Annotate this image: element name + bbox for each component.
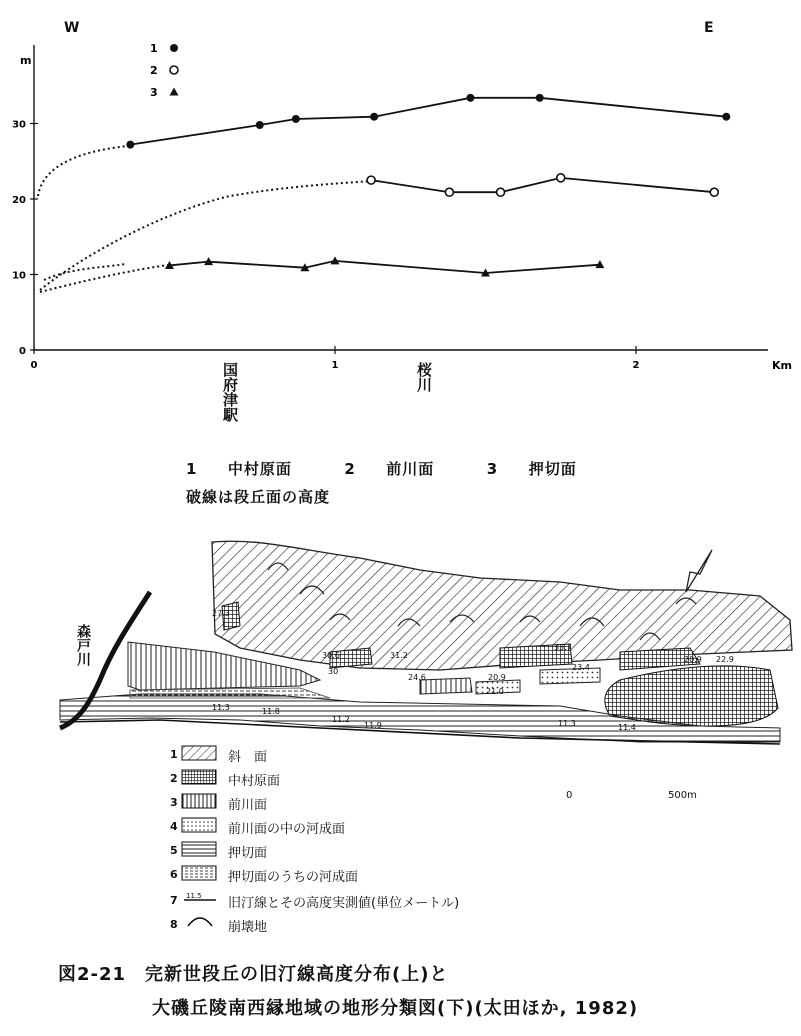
- chart-legend-line2: 破線は段丘面の高度: [186, 488, 331, 506]
- map-legend-num-5: 5: [170, 844, 178, 857]
- dotted-terrace-trace: [40, 181, 372, 290]
- map-legend-label-2: 中村原面: [228, 774, 281, 789]
- spot-height-13: 11.8: [262, 707, 280, 716]
- annotation-sakura-river: 桜川: [415, 362, 433, 392]
- map-legend-label-1: 斜 面: [228, 750, 268, 765]
- point-series-2: [497, 188, 505, 196]
- map-legend-num-6: 6: [170, 868, 178, 881]
- x-tick-label: 0: [30, 360, 38, 371]
- y-tick-label: 20: [12, 195, 26, 206]
- series-line-3: [169, 261, 599, 273]
- north-arrow: [686, 550, 712, 592]
- series-line-2: [371, 178, 714, 192]
- legend-marker-filled-circle: [170, 44, 178, 52]
- point-series-2: [710, 188, 718, 196]
- point-series-2: [367, 176, 375, 184]
- map-legend-num-4: 4: [170, 820, 178, 833]
- y-tick-label: 10: [12, 270, 26, 282]
- map-legend-num-7: 7: [170, 894, 178, 907]
- map-legend-label-3: 前川面: [228, 798, 268, 813]
- spot-height-12: 11.3: [212, 703, 230, 712]
- swatch-maekawa: [182, 794, 216, 808]
- spot-height-17: 11.4: [618, 723, 636, 732]
- spot-height-15: 11.9: [364, 721, 382, 730]
- elevation-chart: [0, 0, 801, 440]
- spot-height-6: 33.7: [554, 643, 572, 652]
- point-series-1: [292, 115, 300, 123]
- swatch-collapse-icon: [188, 918, 212, 926]
- point-series-1: [466, 94, 474, 102]
- direction-west: W: [64, 20, 80, 36]
- map-legend-num-1: 1: [170, 748, 178, 761]
- swatch-oshikiri: [182, 842, 216, 856]
- river-label: 森戸川: [75, 624, 91, 666]
- oshikiri-fluvial-surface: [130, 688, 330, 698]
- spot-height-10: 20.9: [684, 655, 702, 664]
- spot-height-4: 31.2: [390, 651, 408, 660]
- series-line-1: [130, 98, 726, 145]
- spot-height-7: 23.4: [572, 663, 590, 672]
- point-series-2: [445, 188, 453, 196]
- legend-shoreline-value: 11.5: [186, 892, 202, 900]
- y-tick-label: 30: [12, 119, 26, 131]
- chart-legend-key-3: 3: [150, 86, 158, 99]
- spot-height-3: 30: [328, 667, 339, 676]
- map-legend-label-7: 旧汀線とその高度実測値(単位メートル): [228, 896, 460, 911]
- chart-legend-line1: [186, 458, 577, 479]
- swatch-oshikiri-fluvial: [182, 866, 216, 880]
- spot-height-2: 30.6: [322, 651, 340, 660]
- legend-name-2: 前川面: [386, 460, 435, 478]
- spot-height-16: 11.3: [558, 719, 576, 728]
- direction-east: E: [704, 20, 714, 36]
- map-legend-num-3: 3: [170, 796, 178, 809]
- legend-num-2: 2: [344, 460, 356, 478]
- scale-start-label: 0: [566, 790, 573, 801]
- spot-height-14: 11.2: [332, 715, 350, 724]
- dotted-terrace-trace: [40, 265, 168, 292]
- y-tick-label: 0: [19, 346, 26, 357]
- figure-caption-line1: 図2-21 完新世段丘の旧汀線高度分布(上)と: [58, 964, 449, 985]
- spot-height-8: 21.0: [486, 687, 504, 696]
- legend-name-3: 押切面: [528, 460, 577, 478]
- map-legend: [170, 744, 590, 944]
- map-legend-swatches: [170, 744, 230, 944]
- legend-num-3: 3: [486, 460, 499, 478]
- spot-height-11: 22.9: [716, 655, 734, 664]
- annotation-kozu-station: 国府津駅: [221, 362, 239, 422]
- point-series-1: [256, 121, 264, 129]
- legend-name-1: 中村原面: [227, 460, 292, 478]
- chart-legend-key-2: 2: [150, 64, 158, 77]
- chart-legend-key-1: 1: [150, 42, 158, 55]
- scale-end-label: 500m: [668, 790, 697, 801]
- x-tick-label: 2: [632, 360, 640, 371]
- legend-num-1: 1: [186, 460, 198, 478]
- spot-height-5: 24.6: [408, 673, 426, 682]
- legend-marker-open-circle: [170, 66, 178, 74]
- swatch-slope: [182, 746, 216, 760]
- map-legend-label-4: 前川面の中の河成面: [228, 822, 346, 837]
- swatch-maekawa-fluvial: [182, 818, 216, 832]
- point-series-1: [370, 113, 378, 121]
- map-legend-label-6: 押切面のうちの河成面: [228, 870, 359, 885]
- spot-height-1: 27.3: [212, 609, 230, 618]
- map-legend-num-8: 8: [170, 918, 178, 931]
- map-legend-num-2: 2: [170, 772, 178, 785]
- swatch-nakamurahara: [182, 770, 216, 784]
- point-series-1: [536, 94, 544, 102]
- point-series-1: [722, 113, 730, 121]
- legend-marker-triangle: [170, 88, 179, 96]
- dotted-terrace-trace: [38, 146, 128, 196]
- map-legend-label-5: 押切面: [228, 846, 268, 861]
- point-series-2: [557, 174, 565, 182]
- x-tick-label: 1: [331, 360, 339, 371]
- y-unit-label: m: [20, 54, 32, 67]
- x-unit-label: Km: [772, 359, 792, 372]
- landform-map: [0, 530, 801, 750]
- point-series-1: [126, 141, 134, 149]
- map-legend-label-8: 崩壊地: [228, 920, 268, 935]
- figure-caption-line2: 大磯丘陵南西縁地域の地形分類図(下)(太田ほか, 1982): [152, 998, 639, 1019]
- spot-height-9: 20.9: [488, 673, 506, 682]
